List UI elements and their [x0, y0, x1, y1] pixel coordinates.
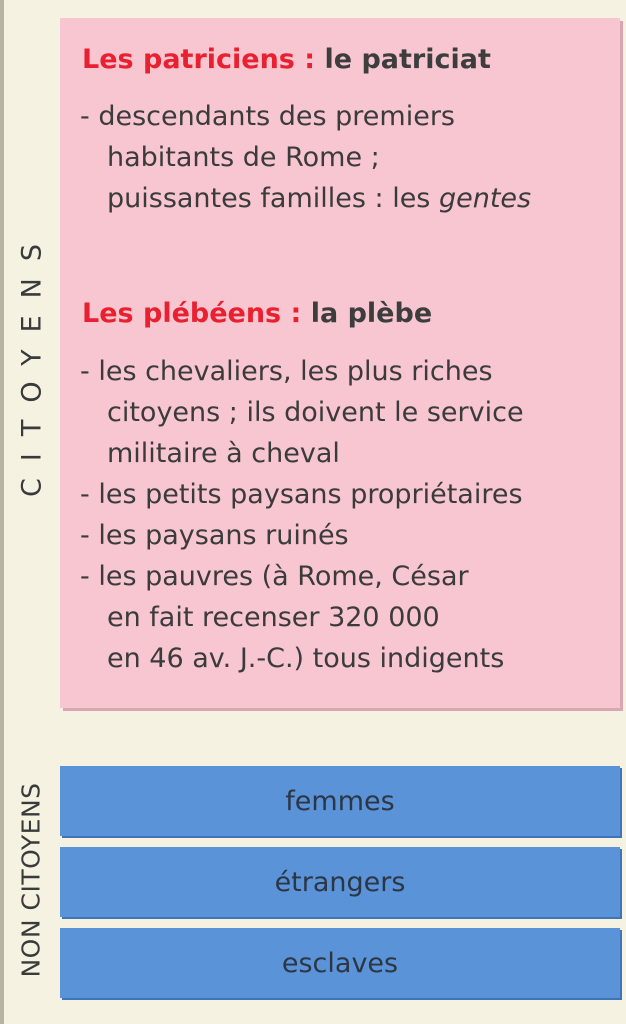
plebeiens-line-6: - les pauvres (à Rome, César [80, 561, 469, 592]
plebeiens-line-4: - les petits paysans propriétaires [80, 479, 523, 510]
plebeiens-line-7: en fait recenser 320 000 [107, 602, 440, 633]
femmes-box: femmes [60, 766, 620, 836]
patriciens-line-3-text: puissantes familles : les [107, 183, 439, 214]
plebeiens-title: Les plébéens : [82, 298, 302, 329]
patriciens-line-1: - descendants des premiers [80, 101, 455, 132]
patriciens-line-2: habitants de Rome ; [107, 142, 380, 173]
etrangers-box: étrangers [60, 847, 620, 917]
plebeiens-line-5: - les paysans ruinés [80, 520, 349, 551]
plebeiens-line-2: citoyens ; ils doivent le service [107, 397, 524, 428]
citoyens-label: CITOYENS [16, 227, 48, 497]
plebeiens-subtitle: la plèbe [301, 298, 433, 329]
patriciens-subtitle: le patriciat [315, 44, 491, 75]
patriciens-title: Les patriciens : [82, 44, 316, 75]
patriciens-description [80, 96, 531, 219]
patriciens-heading [82, 44, 491, 75]
plebeiens-description [80, 351, 524, 679]
plebeiens-line-3: militaire à cheval [107, 438, 340, 469]
patriciens-line-3 [80, 178, 531, 219]
plebeiens-heading [82, 298, 432, 329]
esclaves-box: esclaves [60, 928, 620, 998]
plebeiens-line-1: - les chevaliers, les plus riches [80, 356, 493, 387]
gentes-term: gentes [438, 183, 532, 214]
citoyens-box [60, 18, 620, 708]
non-citoyens-label: NON CITOYENS [16, 782, 46, 978]
plebeiens-line-8: en 46 av. J.-C.) tous indigents [107, 643, 505, 674]
left-border [0, 0, 4, 1024]
